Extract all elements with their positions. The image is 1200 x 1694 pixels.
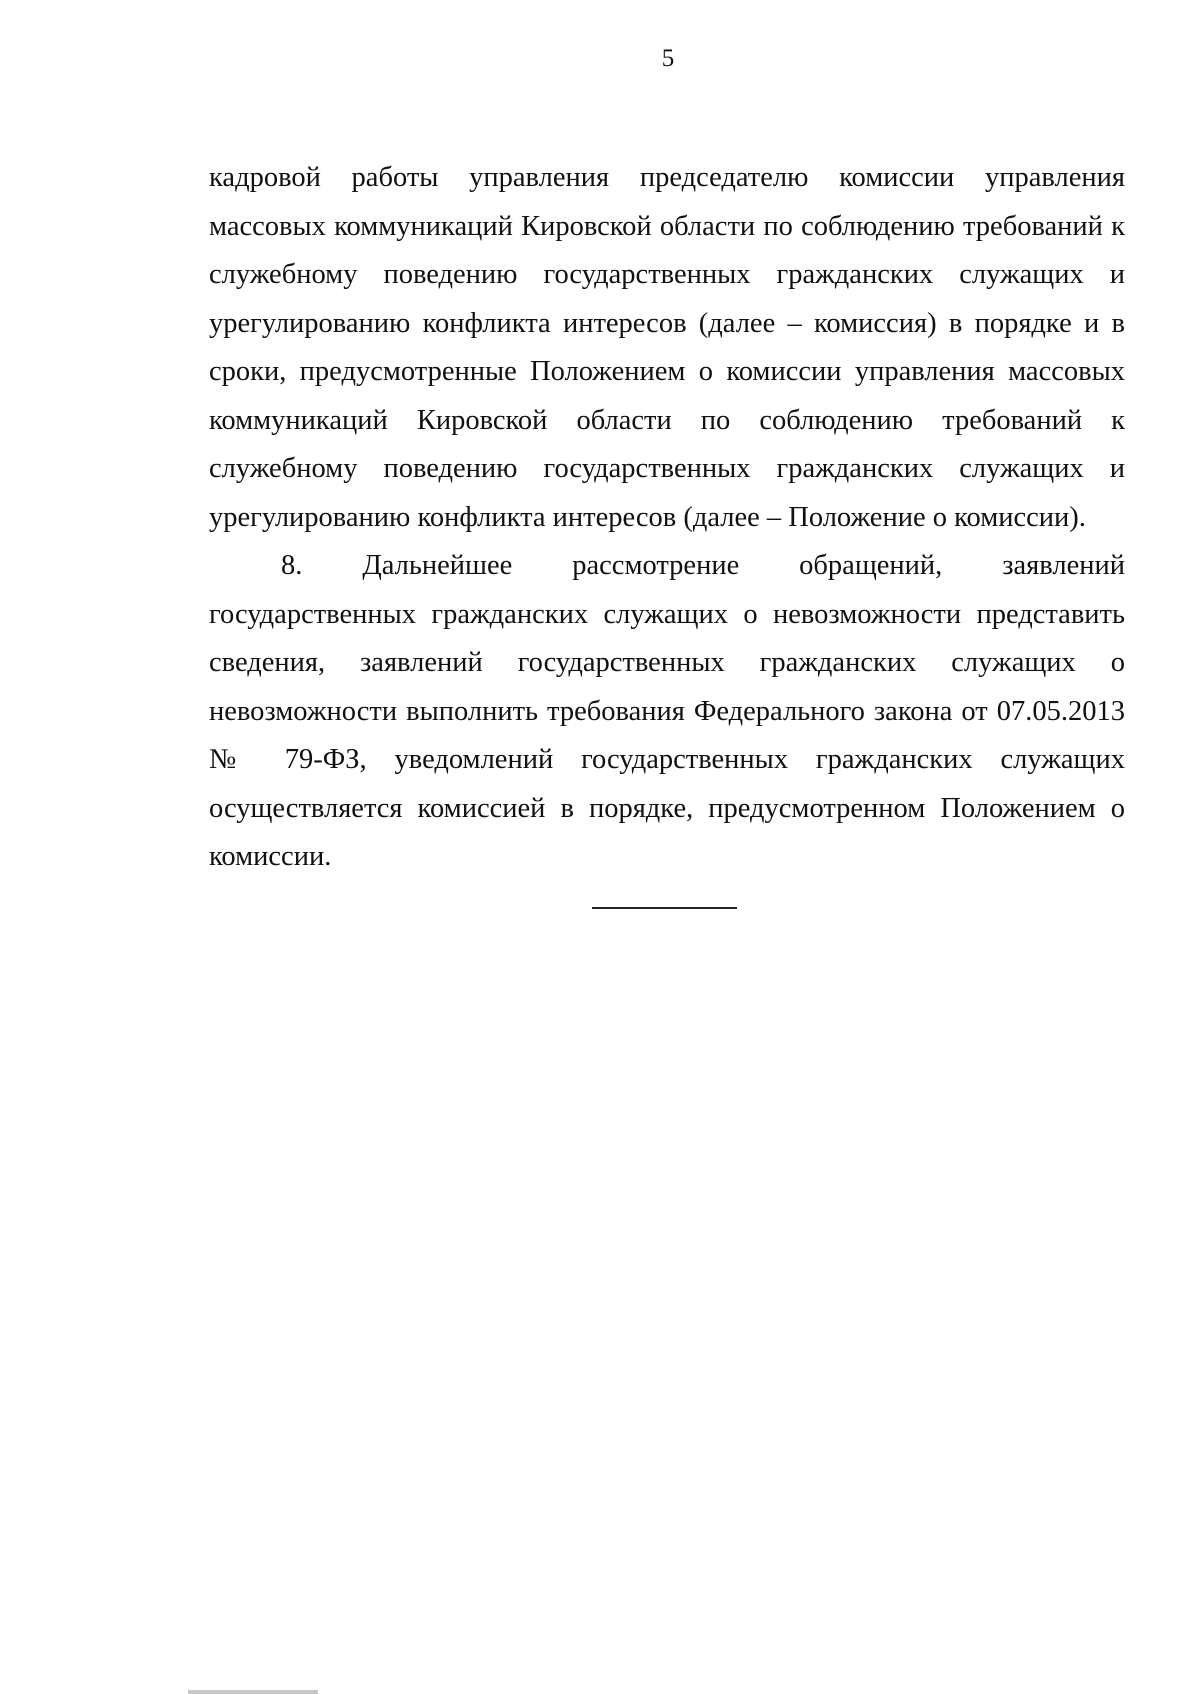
paragraph-continuation: кадровой работы управления председателю комиссии управления массовых коммуникаций Кировской области по соблюдению требований к служебному поведению государственных гражданских служащих и урегулированию конфликта интересов (далее – комиссия) в порядке и в сроки, предусмотренные Положением о комиссии управления массовых коммуникаций Кировской области по соблюдению требований к служебному поведению государственных гражданских служащих и урегулированию конфликта интересов (далее – Положение о комиссии). [209,162,1125,533]
end-of-document-line [592,907,737,909]
page-number: 5 [661,45,675,72]
paragraph-8: 8. Дальнейшее рассмотрение обращений, заявлений государственных гражданских служащих о невозможности представить сведения, заявлений государственных гражданских служащих о невозможности выполнить требования Федерального закона от 07.05.2013 № 79-ФЗ, уведомлений государственных гражданских служащих осуществляется комиссией в порядке, предусмотренном Положением о комиссии. [209,550,1125,872]
document-body [209,154,1125,882]
scan-artifact [188,1690,318,1694]
